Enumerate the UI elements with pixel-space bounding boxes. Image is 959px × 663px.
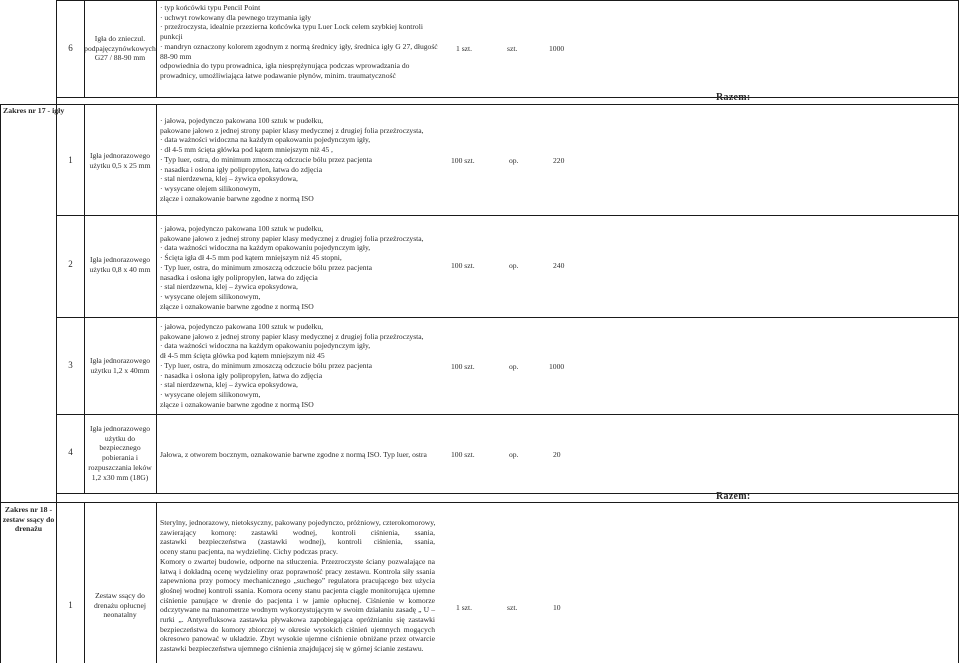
grid-line: [84, 502, 85, 663]
row-number: 2: [68, 259, 73, 269]
quantity: 1 szt.: [456, 603, 473, 612]
grid-line: [156, 104, 157, 493]
unit: szt.: [507, 603, 518, 612]
grid-line: [56, 215, 959, 216]
razem-label: Razem:: [716, 491, 751, 502]
quantity: 100 szt.: [451, 156, 475, 165]
quantity: 100 szt.: [451, 362, 475, 371]
item-description: · jałowa, pojedynczo pakowana 100 sztuk w pudełku, pakowane jałowo z jednej strony papier klasy medycznej z drugiej folia przeźroczysta, · data ważności widoczna na każdym opakowaniu pojedynczym igły, dł 4-5 mm ścięta główka pod kątem mniejszym niż 45 · Typ luer, ostra, do minimum zmoszczą odczucie bólu przez pacjenta · nasadka i osłona igły polipropylen, łatwa do zdjęcia · stal nierdzewna, klej – żywica epoksydowa, · wysycane olejem silikonowym, złącze i oznakowanie barwne zgodne z normą ISO: [160, 322, 424, 409]
row-number: 3: [68, 360, 73, 370]
count: 1000: [549, 362, 565, 371]
item-name: Igła jednorazowego użytku 0,5 x 25 mm: [89, 151, 151, 170]
count: 1000: [549, 44, 565, 53]
unit: szt.: [507, 44, 518, 53]
grid-line: [56, 0, 57, 663]
grid-line: [56, 0, 959, 1]
quantity: 100 szt.: [451, 261, 475, 270]
item-description: Sterylny, jednorazowy, nietoksyczny, pakowany pojedynczo, próżniowy, czterokomorowy, zawierający komorę: zastawki wodnej, kontroli ciśnienia, ssania, zastawki bezpieczeństwa (zastawki wodnej), kontroli ciśnienia, ssania, oceny stanu pacjenta, na wydzielinę. Cichy podczas pracy. Komory o zwartej budowie, odporne na stłuczenia. Przezroczyste ściany pozwalające na łatwą i dokładną ocenę wydzieliny oraz poprawność pracy zestawu. Kontrola siły ssania zapewniona przy pomocy mechanicznego „suchego” regulatora pracującego bez użycia głośnej wodnej kontroli ssania. Komora oceny stanu pacjenta ciągle monitorująca ujemne ciśnienie panujące w drenie do pacjenta i w jamie opłucnej. Ciśnienie w komorze odczytywane na manometrze wodnym wykorzystującym w swoim działaniu zasadę „ U – rurki „. Antyrefluksowa zastawka pływakowa zapobiegająca opróżnianiu się zastawki bezpieczeństwa do komory zbiorczej w okresie wysokich ciśnień ujemnych mogących okresowo panować w układzie. Zbyt wysokie ujemne ciśnienie obniżane przez otwarcie zastawki bezpieczeństwa ujemnego ciśnienia znajdującej się w górnej ścianie zestawu.: [160, 518, 436, 654]
grid-line: [56, 97, 959, 98]
section-title: Zakres nr 17 - igły: [3, 106, 65, 115]
quantity: 1 szt.: [456, 44, 473, 53]
grid-line: [156, 0, 157, 97]
row-number: 6: [68, 43, 73, 53]
unit: op.: [509, 156, 519, 165]
count: 20: [553, 450, 561, 459]
item-name: Zestaw ssący do drenażu opłucnej neonatalny: [93, 591, 147, 620]
grid-line: [156, 502, 157, 663]
grid-line: [56, 493, 959, 494]
row-number: 4: [68, 447, 73, 457]
count: 240: [553, 261, 565, 270]
grid-line: [0, 502, 959, 503]
grid-line: [56, 317, 959, 318]
row-number: 1: [68, 600, 73, 610]
item-name: Igła do znieczul. podpajęczynówkowych G27 / 88-90 mm: [84, 34, 156, 63]
row-number: 1: [68, 155, 73, 165]
grid-line: [0, 104, 1, 663]
unit: op.: [509, 261, 519, 270]
count: 10: [553, 603, 561, 612]
item-name: Igła jednorazowego użytku do bezpiecznego pobierania i rozpuszczania leków 1,2 x30 mm (18G): [88, 424, 152, 482]
item-description: · jałowa, pojedynczo pakowana 100 sztuk w pudełku, pakowane jałowo z jednej strony papier klasy medycznej z drugiej folia przeźroczysta, · data ważności widoczna na każdym opakowaniu pojedynczym igły, · Ścięta igła dł 4-5 mm pod kątem mniejszym niż 45 stopni, · Typ luer, ostra, do minimum zmoszczą odczucie bólu przez pacjenta nasadka i osłona igły polipropylen, łatwa do zdjęcia · stal nierdzewna, klej – żywica epoksydowa, · wysycane olejem silikonowym, złącze i oznakowanie barwne zgodne z normą ISO: [160, 224, 424, 311]
count: 220: [553, 156, 565, 165]
item-description: Jałowa, z otworem bocznym, oznakowanie barwne zgodne z normą ISO. Typ luer, ostra: [160, 450, 427, 459]
item-description: · typ końcówki typu Pencil Point · uchwyt rowkowany dla pewnego trzymania igły · przeźroczysta, idealnie przezierna końcówka typu Luer Lock celem szybkiej kontroli punkcji · mandryn oznaczony kolorem zgodnym z normą średnicy igły, średnica igły G 27, długość 88-90 mm odpowiednia do typu prowadnica, igła niesprężynująca podczas wprowadzania do prowadnicy, umożliwiająca łatwe podawanie płynów, minim. traumatyczność: [160, 3, 438, 80]
item-name: Igła jednorazowego użytku 1,2 x 40mm: [89, 356, 151, 375]
razem-label: Razem:: [716, 92, 751, 103]
quantity: 100 szt.: [451, 450, 475, 459]
unit: op.: [509, 450, 519, 459]
grid-line: [0, 104, 959, 105]
unit: op.: [509, 362, 519, 371]
grid-line: [56, 414, 959, 415]
section-title: Zakres nr 18 - zestaw ssący do drenażu: [2, 505, 55, 534]
item-name: Igła jednorazowego użytku 0,8 x 40 mm: [89, 255, 151, 274]
item-description: · jałowa, pojedynczo pakowana 100 sztuk w pudełku, pakowane jałowo z jednej strony papier klasy medycznej z drugiej folia przeźroczysta, · data ważności widoczna na każdym opakowaniu pojedynczym igły, · dł 4-5 mm ścięta główka pod kątem mniejszym niż 45 , · Typ luer, ostra, do minimum zmoszczą odczucie bólu przez pacjenta · nasadka i osłona igły polipropylen, łatwa do zdjęcia · stal nierdzewna, klej – żywica epoksydowa, · wysycane olejem silikonowym, złącze i oznakowanie barwne zgodne z normą ISO: [160, 116, 424, 203]
